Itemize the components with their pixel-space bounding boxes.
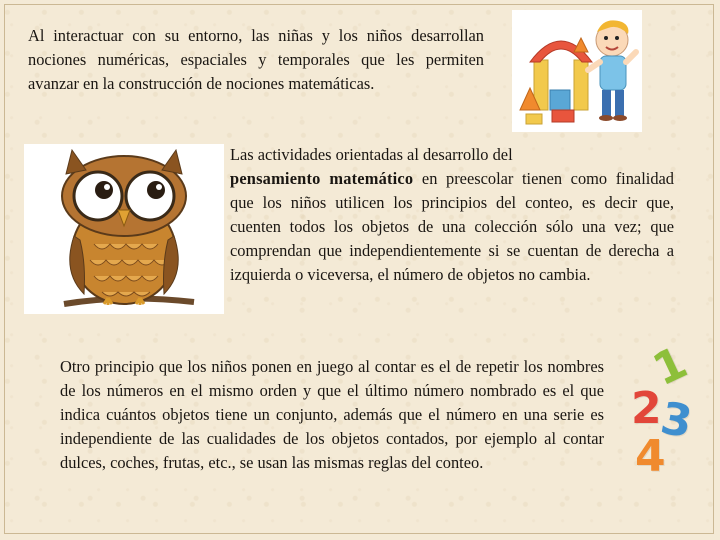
number-1: 1 [645, 336, 695, 397]
activities-rest: en preescolar tienen como finalidad que los niños utilicen los principios del conteo, es decir que, cuenten todos los objetos de una colección sólo una vez; que comprendan que independientemente si se cuentan de derecha a izquierda o viceversa, el número de objetos no cambia. [230, 169, 674, 284]
counting-principle-paragraph: Otro principio que los niños ponen en juego al contar es el de repetir los nombres de los números en el mismo orden y que el último número nombrado es el que indica cuántos objetos tiene un conjunto, además que el número en una serie es independiente de las cualidades de los objetos contados, por ejemplo al contar dulces, coches, frutas, etc., se usan las mismas reglas del conteo. [60, 357, 604, 472]
owl-illustration [24, 144, 224, 314]
child-with-blocks-illustration [512, 10, 642, 132]
number-4: 4 [635, 431, 666, 482]
colored-numbers-decoration [625, 336, 715, 485]
math-thinking-highlight: pensamiento matemático [230, 169, 414, 188]
number-3: 3 [656, 392, 696, 449]
activities-intro: Las actividades orientadas al desarrollo del [230, 145, 513, 164]
activities-paragraph [230, 143, 674, 287]
number-2: 2 [631, 383, 662, 434]
intro-paragraph: Al interactuar con su entorno, las niñas y los niños desarrollan nociones numéricas, espaciales y temporales que les permiten avanzar en la construcción de nociones matemáticas. [28, 26, 484, 93]
